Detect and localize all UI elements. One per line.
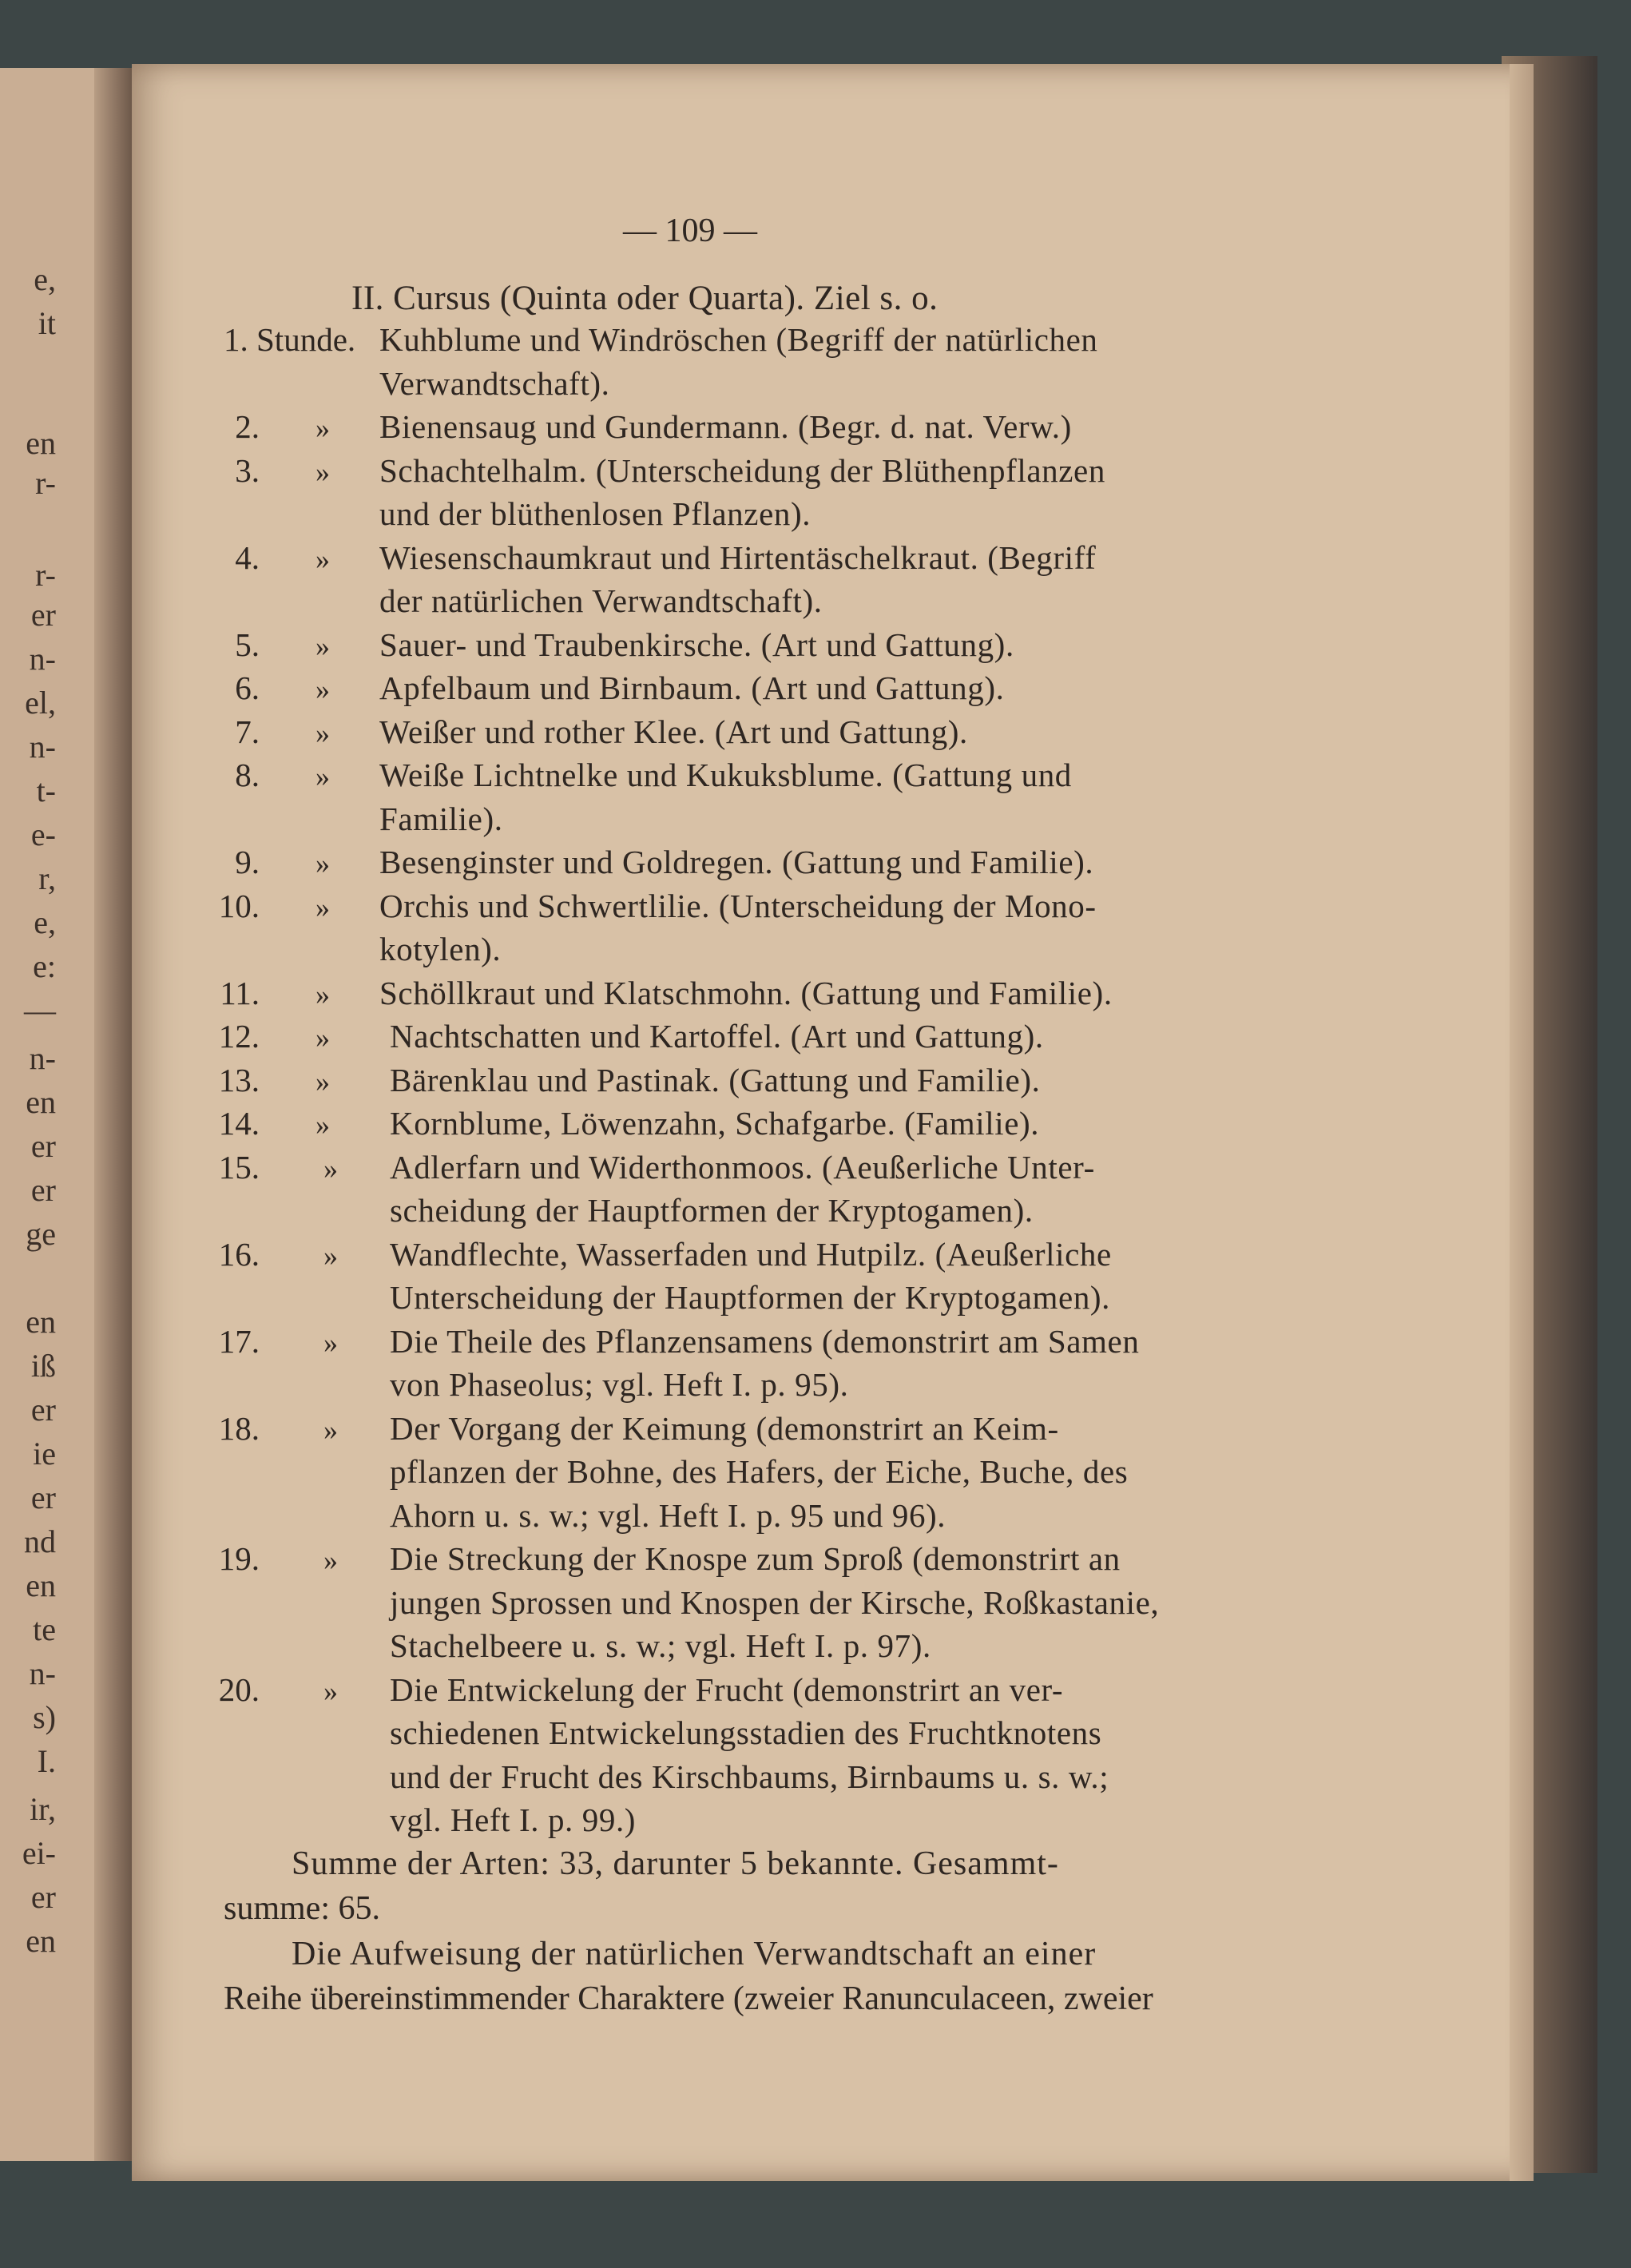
item-text-line: Wandflechte, Wasserfaden und Hutpilz. (Aeußerliche bbox=[390, 1235, 1112, 1273]
ditto-mark: » bbox=[315, 412, 330, 444]
item-text-line: Verwandtschaft). bbox=[379, 364, 610, 402]
item-text-line: Kuhblume und Windröschen (Begriff der natürlichen bbox=[379, 321, 1098, 358]
item-text-line: Bienensaug und Gundermann. (Begr. d. nat. Verw.) bbox=[379, 408, 1072, 445]
left-page-fragment: er bbox=[30, 1879, 56, 1915]
left-page-fragment: ge bbox=[26, 1216, 56, 1252]
summary-line-1: Summe der Arten: 33, darunter 5 bekannte. Gesammt- bbox=[292, 1845, 1059, 1882]
item-number: 8. bbox=[235, 757, 260, 793]
item-text-line: Die Theile des Pflanzensamens (demonstrirt am Samen bbox=[390, 1322, 1140, 1360]
item-number: 7. bbox=[235, 713, 260, 750]
left-page-fragment: el, bbox=[25, 685, 56, 721]
left-page-fragment: en bbox=[26, 1923, 56, 1959]
left-page-fragment: e- bbox=[30, 816, 56, 852]
item-number: 17. bbox=[218, 1322, 260, 1360]
ditto-mark: » bbox=[315, 891, 330, 923]
item-text-line: Nachtschatten und Kartoffel. (Art und Gattung). bbox=[390, 1018, 1044, 1055]
left-page-fragment: er bbox=[30, 1172, 56, 1208]
left-page-fragment: I. bbox=[37, 1743, 56, 1779]
item-number: 18. bbox=[218, 1409, 260, 1447]
ditto-mark: » bbox=[323, 1239, 338, 1272]
left-page-fragment: te bbox=[33, 1611, 56, 1647]
item-number: 4. bbox=[235, 538, 260, 576]
ditto-mark: » bbox=[315, 630, 330, 662]
item-number: 14. bbox=[218, 1105, 260, 1142]
item-text-line: Adlerfarn und Widerthonmoos. (Aeußerliche Unter- bbox=[390, 1148, 1095, 1186]
ditto-mark: » bbox=[323, 1326, 338, 1359]
item-number: 1. Stunde. bbox=[224, 321, 356, 358]
item-number: 5. bbox=[235, 626, 260, 663]
ditto-mark: » bbox=[315, 542, 330, 575]
item-number: 6. bbox=[235, 669, 260, 706]
item-text-line: scheidung der Hauptformen der Kryptogamen). bbox=[390, 1192, 1034, 1229]
ditto-mark: » bbox=[315, 455, 330, 488]
item-number: 16. bbox=[218, 1235, 260, 1273]
item-text-line: Schöllkraut und Klatschmohn. (Gattung und Familie). bbox=[379, 974, 1113, 1011]
book-gutter bbox=[94, 68, 133, 2161]
left-page-fragment: ie bbox=[33, 1436, 56, 1472]
page-number: — 109 — bbox=[623, 213, 757, 249]
item-text-line: Sauer- und Traubenkirsche. (Art und Gattung). bbox=[379, 626, 1014, 663]
item-number: 9. bbox=[235, 844, 260, 880]
left-page-fragment: n- bbox=[29, 729, 56, 765]
ditto-mark: » bbox=[323, 1544, 338, 1576]
item-text-line: Weißer und rother Klee. (Art und Gattung). bbox=[379, 713, 968, 750]
left-page-fragment: r- bbox=[35, 557, 56, 593]
left-page-fragment: e, bbox=[34, 261, 56, 297]
left-page-fragment: r- bbox=[35, 465, 56, 501]
left-page-fragment: s) bbox=[33, 1699, 56, 1735]
item-text-line: Ahorn u. s. w.; vgl. Heft I. p. 95 und 96). bbox=[390, 1496, 946, 1534]
left-page-fragment: er bbox=[30, 1128, 56, 1164]
left-page-fragment: ir, bbox=[30, 1791, 56, 1827]
ditto-mark: » bbox=[315, 1065, 330, 1098]
item-text-line: jungen Sprossen und Knospen der Kirsche, Roßkastanie, bbox=[390, 1583, 1160, 1621]
left-page-fragment: e, bbox=[34, 904, 56, 940]
page-edge bbox=[1510, 64, 1534, 2181]
item-text-line: der natürlichen Verwandtschaft). bbox=[379, 582, 823, 619]
paragraph-line-2: Reihe übereinstimmender Charaktere (zweier Ranunculaceen, zweier bbox=[224, 1980, 1153, 2017]
item-text-line: und der blüthenlosen Pflanzen). bbox=[379, 495, 812, 532]
item-text-line: Bärenklau und Pastinak. (Gattung und Familie). bbox=[390, 1061, 1041, 1098]
left-page-fragment: n- bbox=[29, 641, 56, 677]
ditto-mark: » bbox=[315, 761, 330, 792]
item-text-line: pflanzen der Bohne, des Hafers, der Eiche, Buche, des bbox=[390, 1453, 1129, 1490]
ditto-mark: » bbox=[315, 717, 330, 749]
item-text-line: Kornblume, Löwenzahn, Schafgarbe. (Familie). bbox=[390, 1105, 1040, 1142]
item-text-line: vgl. Heft I. p. 99.) bbox=[390, 1801, 637, 1838]
left-page-fragment: it bbox=[38, 305, 56, 341]
item-number: 13. bbox=[218, 1061, 260, 1098]
left-page-fragment: en bbox=[26, 1567, 56, 1603]
item-text-line: Familie). bbox=[379, 800, 503, 837]
item-text-line: kotylen). bbox=[379, 931, 502, 967]
ditto-mark: » bbox=[323, 1674, 338, 1707]
summary-line-2: summe: 65. bbox=[224, 1890, 380, 1927]
item-text-line: Unterscheidung der Hauptformen der Kryptogamen). bbox=[390, 1279, 1111, 1316]
left-page-fragment: en bbox=[26, 425, 56, 461]
left-page-fragment: en bbox=[26, 1084, 56, 1120]
left-page-fragment: nd bbox=[24, 1523, 56, 1559]
item-text-line: schiedenen Entwickelungsstadien des Fruchtknotens bbox=[390, 1714, 1102, 1751]
item-number: 20. bbox=[218, 1670, 260, 1708]
item-number: 19. bbox=[218, 1540, 260, 1577]
item-number: 12. bbox=[218, 1018, 260, 1055]
item-text-line: Schachtelhalm. (Unterscheidung der Blüthenpflanzen bbox=[379, 451, 1105, 489]
left-page-fragment: e: bbox=[33, 948, 56, 984]
item-text-line: Stachelbeere u. s. w.; vgl. Heft I. p. 97). bbox=[390, 1627, 931, 1664]
left-page-fragment: — bbox=[24, 992, 56, 1028]
item-number: 10. bbox=[218, 887, 260, 924]
item-text-line: Die Entwickelung der Frucht (demonstrirt an ver- bbox=[390, 1670, 1064, 1708]
left-page-fragment: r, bbox=[38, 860, 56, 896]
ditto-mark: » bbox=[323, 1152, 338, 1185]
ditto-mark: » bbox=[315, 848, 330, 880]
ditto-mark: » bbox=[315, 1022, 330, 1054]
item-number: 11. bbox=[220, 974, 260, 1011]
item-number: 15. bbox=[218, 1148, 260, 1186]
item-text-line: Apfelbaum und Birnbaum. (Art und Gattung). bbox=[379, 669, 1005, 706]
item-text-line: von Phaseolus; vgl. Heft I. p. 95). bbox=[390, 1366, 849, 1403]
ditto-mark: » bbox=[315, 1109, 330, 1141]
ditto-mark: » bbox=[323, 1413, 338, 1446]
left-page-fragment: ei- bbox=[22, 1835, 56, 1871]
item-number: 2. bbox=[235, 408, 260, 445]
item-text-line: Wiesenschaumkraut und Hirtentäschelkraut. (Begriff bbox=[379, 538, 1097, 576]
left-page-fragment: t- bbox=[36, 773, 56, 808]
left-page-fragment: er bbox=[30, 1480, 56, 1515]
left-page-fragment: en bbox=[26, 1304, 56, 1340]
left-page-fragment: er bbox=[30, 1392, 56, 1428]
item-text-line: Besenginster und Goldregen. (Gattung und Familie). bbox=[379, 844, 1094, 880]
item-text-line: Die Streckung der Knospe zum Sproß (demonstrirt an bbox=[390, 1540, 1121, 1577]
item-text-line: und der Frucht des Kirschbaums, Birnbaums u. s. w.; bbox=[390, 1758, 1109, 1795]
left-page-fragment: n- bbox=[29, 1655, 56, 1691]
item-text-line: Weiße Lichtnelke und Kukuksblume. (Gattung und bbox=[379, 757, 1072, 793]
left-page-fragment: n- bbox=[29, 1040, 56, 1076]
item-text-line: Orchis und Schwertlilie. (Unterscheidung der Mono- bbox=[379, 887, 1097, 924]
paragraph-line-1: Die Aufweisung der natürlichen Verwandtschaft an einer bbox=[292, 1936, 1097, 1972]
left-page-fragment: er bbox=[30, 597, 56, 633]
item-text-line: Der Vorgang der Keimung (demonstrirt an Keim- bbox=[390, 1409, 1059, 1447]
ditto-mark: » bbox=[315, 978, 330, 1011]
ditto-mark: » bbox=[315, 673, 330, 705]
item-number: 3. bbox=[235, 451, 260, 489]
left-page-fragment: iß bbox=[30, 1348, 56, 1384]
section-heading: II. Cursus (Quinta oder Quarta). Ziel s. o. bbox=[351, 280, 939, 317]
